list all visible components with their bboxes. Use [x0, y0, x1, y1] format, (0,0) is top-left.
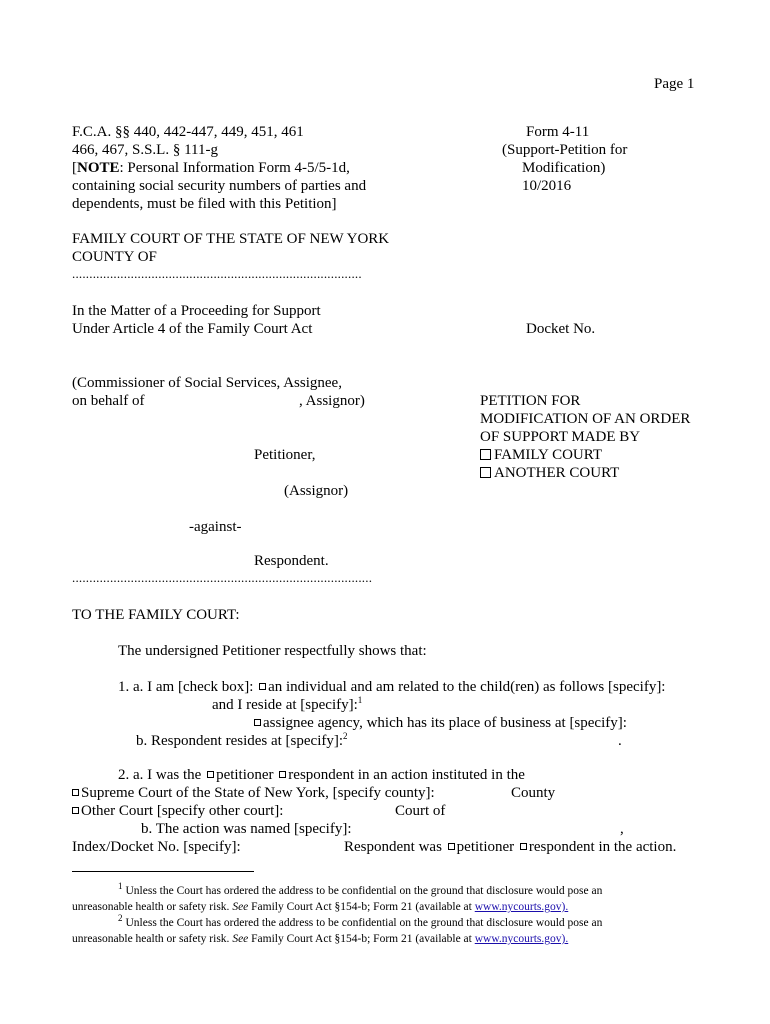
footnote-1-text-2: unreasonable health or safety risk. [72, 901, 233, 913]
commissioner-line: (Commissioner of Social Services, Assignee, [72, 375, 342, 391]
footnote-1-text-3: Family Court Act §154-b; Form 21 (available at [248, 901, 475, 913]
statute-line-1: F.C.A. §§ 440, 442-447, 449, 451, 461 [72, 124, 304, 140]
footnote-ref-2[interactable]: 2 [343, 731, 348, 741]
footnote-2-text-2: unreasonable health or safety risk. [72, 933, 233, 945]
footnote-2-number: 2 [118, 913, 123, 924]
footnote-2-see: See [232, 933, 249, 945]
docket-label: Docket No. [526, 321, 596, 337]
petition-title-2: MODIFICATION OF AN ORDER [480, 411, 691, 427]
item-1a-prefix: 1. a. I am [check box]: [118, 679, 254, 695]
another-court-checkbox[interactable] [480, 467, 491, 478]
note-line-4: containing social security numbers of parties and [72, 178, 367, 194]
court-of-label: Court of [395, 803, 446, 819]
form-date: 10/2016 [522, 178, 572, 194]
petition-title-3: OF SUPPORT MADE BY [480, 429, 641, 445]
note-bracket: [ [72, 160, 77, 176]
item-2b-comma: , [620, 821, 624, 837]
item-2a-rest: respondent in an action instituted in the [288, 767, 525, 783]
item-2a [118, 766, 525, 784]
county-suffix: County [511, 785, 556, 801]
assignor-paren: , Assignor) [299, 393, 365, 409]
supreme-court-option [72, 784, 435, 802]
footnote-2-link[interactable]: www.nycourts.gov). [474, 933, 569, 945]
to-court-heading: TO THE FAMILY COURT: [72, 607, 240, 623]
family-court-label: FAMILY COURT [494, 447, 603, 463]
respondent-was-label: Respondent was [344, 839, 442, 855]
court-name: FAMILY COURT OF THE STATE OF NEW YORK [72, 231, 390, 247]
note-label: NOTE [77, 160, 120, 176]
reside-label: and I reside at [specify]: [212, 697, 358, 713]
intro-sentence: The undersigned Petitioner respectfully shows that: [118, 643, 427, 659]
footnote-1-number: 1 [118, 881, 123, 892]
was-respondent-checkbox[interactable] [279, 771, 286, 778]
item-1a [118, 678, 665, 696]
on-behalf-label: on behalf of [72, 393, 145, 409]
other-court-label: Other Court [specify other court]: [81, 803, 284, 819]
footnote-1-link[interactable]: www.nycourts.gov). [474, 901, 569, 913]
note-line-5: dependents, must be filed with this Petition] [72, 196, 337, 212]
family-court-option [480, 446, 602, 464]
respondent-was [344, 838, 676, 856]
footnote-ref-1[interactable]: 1 [357, 695, 363, 705]
supreme-court-checkbox[interactable] [72, 789, 79, 796]
statute-line-2: 466, 467, S.S.L. § 111-g [72, 142, 218, 158]
footnote-rule [72, 871, 254, 872]
supreme-court-label: Supreme Court of the State of New York, [specify county]: [81, 785, 435, 801]
note-line [72, 159, 350, 177]
page-number: Page 1 [654, 76, 695, 92]
assignee-agency-label: assignee agency, which has its place of business at [specify]: [263, 715, 627, 731]
form-type-2: Modification) [522, 160, 606, 176]
resp-petitioner-checkbox[interactable] [448, 843, 455, 850]
assignee-agency-checkbox[interactable] [254, 719, 261, 726]
individual-checkbox[interactable] [259, 683, 266, 690]
footnote-1-text: Unless the Court has ordered the address to be confidential on the ground that disclosure would pose an [125, 885, 603, 897]
petition-title-1: PETITION FOR [480, 393, 581, 409]
item-1b-period: . [618, 733, 622, 749]
family-court-checkbox[interactable] [480, 449, 491, 460]
another-court-label: ANOTHER COURT [494, 465, 620, 481]
index-docket-label: Index/Docket No. [specify]: [72, 839, 241, 855]
was-petitioner-checkbox[interactable] [207, 771, 214, 778]
item-2b: b. The action was named [specify]: [141, 821, 352, 837]
resp-respondent-label: respondent in the action. [528, 839, 677, 855]
footnote-1-line-2 [72, 899, 568, 915]
county-field[interactable]: .................................................................................... [72, 266, 362, 281]
other-court-option [72, 802, 283, 820]
footnote-1-line-1 [118, 883, 602, 899]
resp-petitioner-label: petitioner [456, 839, 515, 855]
footnote-2-line-2 [72, 931, 568, 947]
petitioner-label: Petitioner, [254, 447, 316, 463]
against-label: -against- [189, 519, 242, 535]
footnote-2-text-3: Family Court Act §154-b; Form 21 (available at [248, 933, 475, 945]
note-text: : Personal Information Form 4-5/5-1d, [119, 160, 350, 176]
individual-label: an individual and am related to the child(ren) as follows [specify]: [268, 679, 666, 695]
form-number: Form 4-11 [526, 124, 590, 140]
footnote-2-line-1 [118, 915, 602, 931]
item-1a-agency [252, 714, 627, 732]
matter-line-2: Under Article 4 of the Family Court Act [72, 321, 313, 337]
matter-line-1: In the Matter of a Proceeding for Support [72, 303, 321, 319]
item-1a-reside [212, 696, 362, 714]
respondent-label: Respondent. [254, 553, 329, 569]
respondent-resides-label: b. Respondent resides at [specify]: [136, 733, 344, 749]
item-1b [136, 732, 348, 750]
footnote-1-see: See [232, 901, 249, 913]
was-petitioner-label: petitioner [216, 767, 274, 783]
form-type-1: (Support-Petition for [502, 142, 628, 158]
item-2a-prefix: 2. a. I was the [118, 767, 202, 783]
caption-divider: ....................................................................................... [72, 570, 373, 585]
county-label: COUNTY OF [72, 249, 157, 265]
resp-respondent-checkbox[interactable] [520, 843, 527, 850]
other-court-checkbox[interactable] [72, 807, 79, 814]
assignor-label: (Assignor) [284, 483, 349, 499]
another-court-option [480, 464, 619, 482]
footnote-2-text: Unless the Court has ordered the address to be confidential on the ground that disclosure would pose an [125, 917, 603, 929]
